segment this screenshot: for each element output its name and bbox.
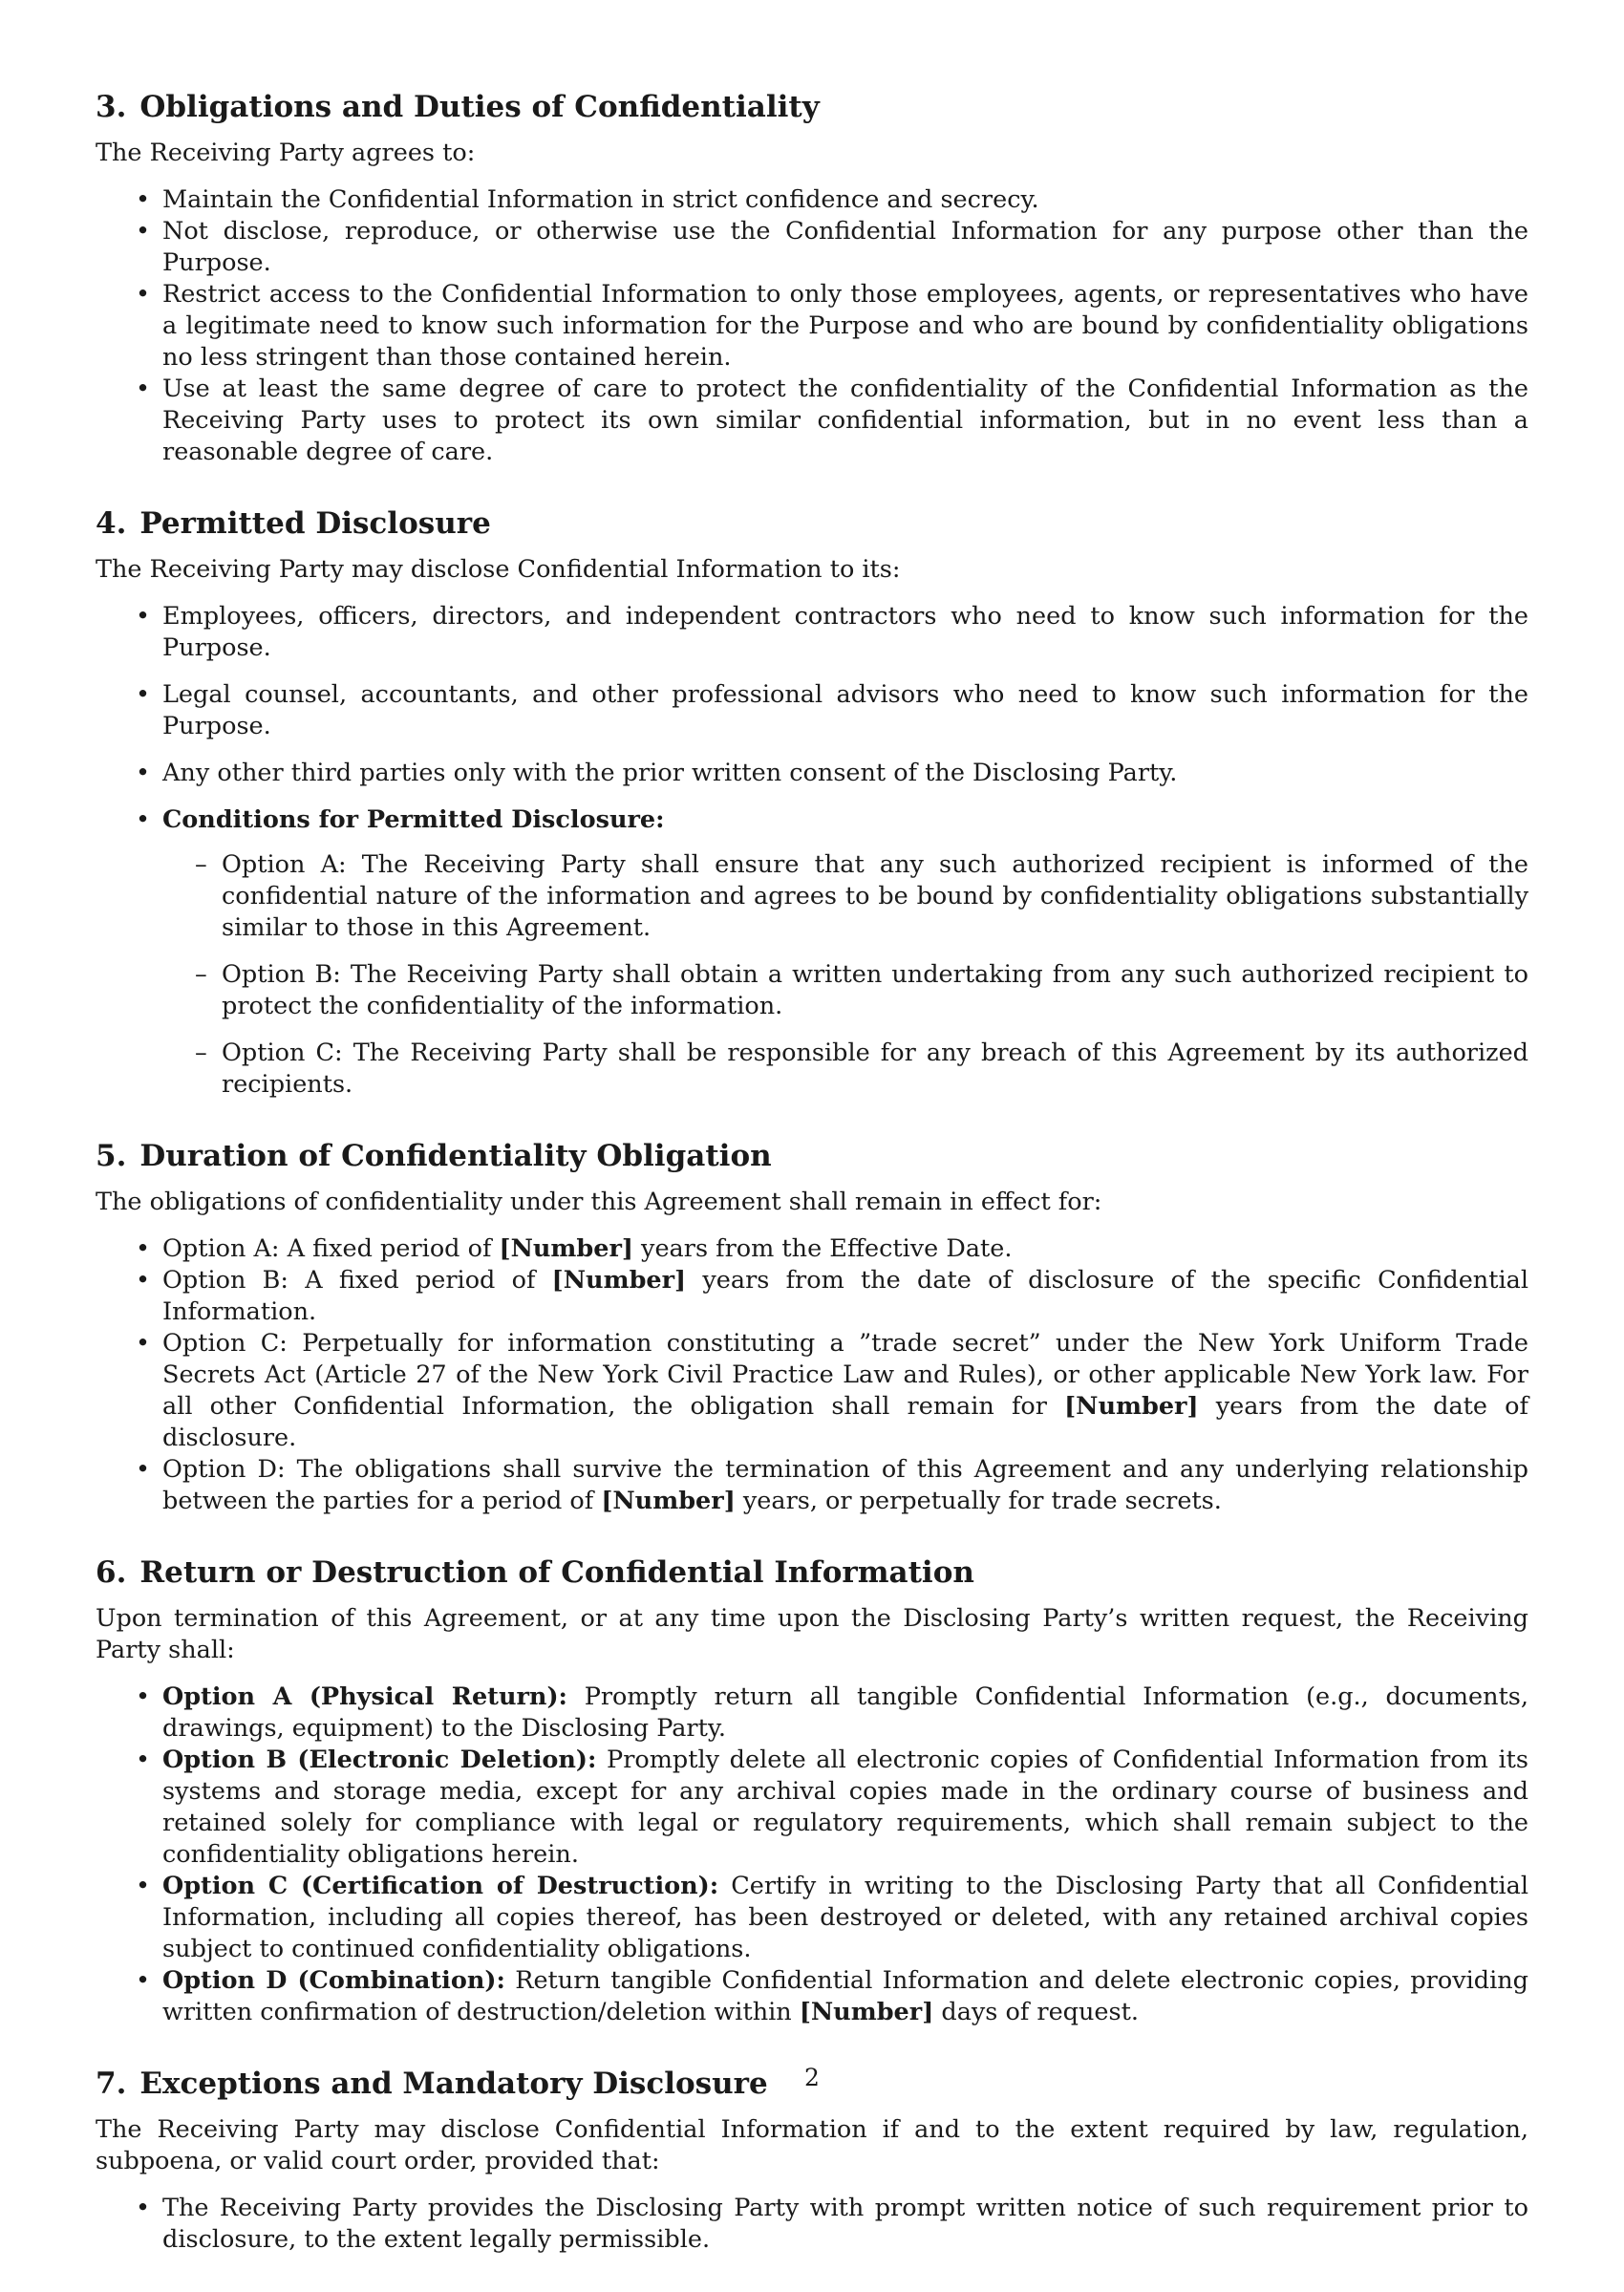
list-item: • Any other third parties only with the prior written consent of the Disclosing Party. (162, 758, 1528, 789)
section-intro: The obligations of confidentiality under this Agreement shall remain in effect for: (96, 1188, 1102, 1216)
list-item: • Option C: Perpetually for information constituting a ”trade secret” under the New York Uniform Trade Secrets Act (Article 27 of the New York Civil Practice Law and Rules), or other applicable New York law. For all other Confidential Information, the obligation shall remain for [Number] years from the date of disclosure. (162, 1328, 1528, 1454)
document-page (96, 88, 1528, 2292)
obligations-list (96, 184, 1528, 468)
list-item: • Maintain the Confidential Information in strict confidence and secrecy. (162, 184, 1528, 216)
option-label: Option B (Electronic Deletion): (162, 1746, 597, 1774)
list-item: • Option A (Physical Return): Promptly return all tangible Confidential Information (e.g., documents, drawings, equipment) to the Disclosing Party. (162, 1682, 1528, 1745)
option-label: Option C (Certification of Destruction): (162, 1872, 719, 1900)
list-item: – Option C: The Receiving Party shall be responsible for any breach of this Agreement by its authorized recipients. (222, 1038, 1528, 1101)
list-item: • Option A: A fixed period of [Number] years from the Effective Date. (162, 1233, 1528, 1265)
section-heading: 7. Exceptions and Mandatory Disclosure (96, 2067, 768, 2101)
list-item: • Option B: A fixed period of [Number] years from the date of disclosure of the specific Confidential Information. (162, 1265, 1528, 1328)
list-item: • Option D (Combination): Return tangible Confidential Information and delete electronic copies, providing written confirmation of destruction/deletion within [Number] days of request. (162, 1965, 1528, 2028)
section-heading: 3. Obligations and Duties of Confidentiality (96, 90, 820, 124)
list-item: • Legal counsel, accountants, and other professional advisors who need to know such information for the Purpose. (162, 679, 1528, 742)
section-7 (96, 2065, 1528, 2256)
section-heading: 5. Duration of Confidentiality Obligation (96, 1139, 772, 1173)
list-item: • Option C (Certification of Destruction): Certify in writing to the Disclosing Party that all Confidential Information, including all copies thereof, has been destroyed or deleted, with any retained archival copies subject to continued confidentiality obligations. (162, 1871, 1528, 1965)
number-placeholder: [Number] (601, 1487, 736, 1515)
list-item: • Option D: The obligations shall survive the termination of this Agreement and any underlying relationship between the parties for a period of [Number] years, or perpetually for trade secrets. (162, 1454, 1528, 1517)
section-intro: The Receiving Party may disclose Confidential Information to its: (96, 555, 901, 584)
number-placeholder: [Number] (1064, 1392, 1199, 1421)
page-number: 2 (804, 2064, 820, 2091)
exceptions-list (96, 2193, 1528, 2256)
number-placeholder: [Number] (551, 1266, 687, 1295)
section-intro: The Receiving Party may disclose Confidential Information if and to the extent required by law, regulation, subpoena, or valid court order, provided that: (96, 2115, 1528, 2175)
option-label: Option A (Physical Return): (162, 1682, 567, 1711)
duration-options-list (96, 1233, 1528, 1517)
section-intro: The Receiving Party agrees to: (96, 139, 476, 167)
list-item: • Restrict access to the Confidential Information to only those employees, agents, or representatives who have a legitimate need to know such information for the Purpose and who are bound by confidentiality obligations no less stringent than those contained herein. (162, 279, 1528, 374)
list-item: • Not disclose, reproduce, or otherwise use the Confidential Information for any purpose other than the Purpose. (162, 216, 1528, 279)
conditions-label: Conditions for Permitted Disclosure: (162, 805, 665, 834)
number-placeholder: [Number] (499, 1234, 633, 1263)
option-label: Option D (Combination): (162, 1966, 505, 1995)
list-item: • The Receiving Party provides the Disclosing Party with prompt written notice of such requirement prior to disclosure, to the extent legally permissible. (162, 2193, 1528, 2256)
section-6 (96, 1553, 1528, 2028)
permitted-disclosure-list (96, 601, 1528, 1101)
section-3 (96, 88, 1528, 468)
return-options-list (96, 1682, 1528, 2028)
number-placeholder: [Number] (799, 1998, 934, 2026)
list-item: • Employees, officers, directors, and independent contractors who need to know such information for the Purpose. (162, 601, 1528, 664)
section-heading: 6. Return or Destruction of Confidential Information (96, 1555, 974, 1590)
list-item (162, 804, 1528, 1101)
section-4 (96, 504, 1528, 1101)
section-intro: Upon termination of this Agreement, or at any time upon the Disclosing Party’s written request, the Receiving Party shall: (96, 1604, 1528, 1664)
list-item: • Use at least the same degree of care to protect the confidentiality of the Confidential Information as the Receiving Party uses to protect its own similar confidential information, but in no event less than a reasonable degree of care. (162, 374, 1528, 468)
section-5 (96, 1137, 1528, 1517)
list-item: • Option B (Electronic Deletion): Promptly delete all electronic copies of Confidential Information from its systems and storage media, except for any archival copies made in the ordinary course of business and retained solely for compliance with legal or regulatory requirements, which shall remain subject to the confidentiality obligations herein. (162, 1745, 1528, 1871)
list-item: – Option A: The Receiving Party shall ensure that any such authorized recipient is informed of the confidential nature of the information and agrees to be bound by confidentiality obligations substantially similar to those in this Agreement. (222, 849, 1528, 944)
list-item: – Option B: The Receiving Party shall obtain a written undertaking from any such authorized recipient to protect the confidentiality of the information. (222, 959, 1528, 1022)
section-heading: 4. Permitted Disclosure (96, 506, 491, 541)
conditions-list (162, 849, 1528, 1101)
